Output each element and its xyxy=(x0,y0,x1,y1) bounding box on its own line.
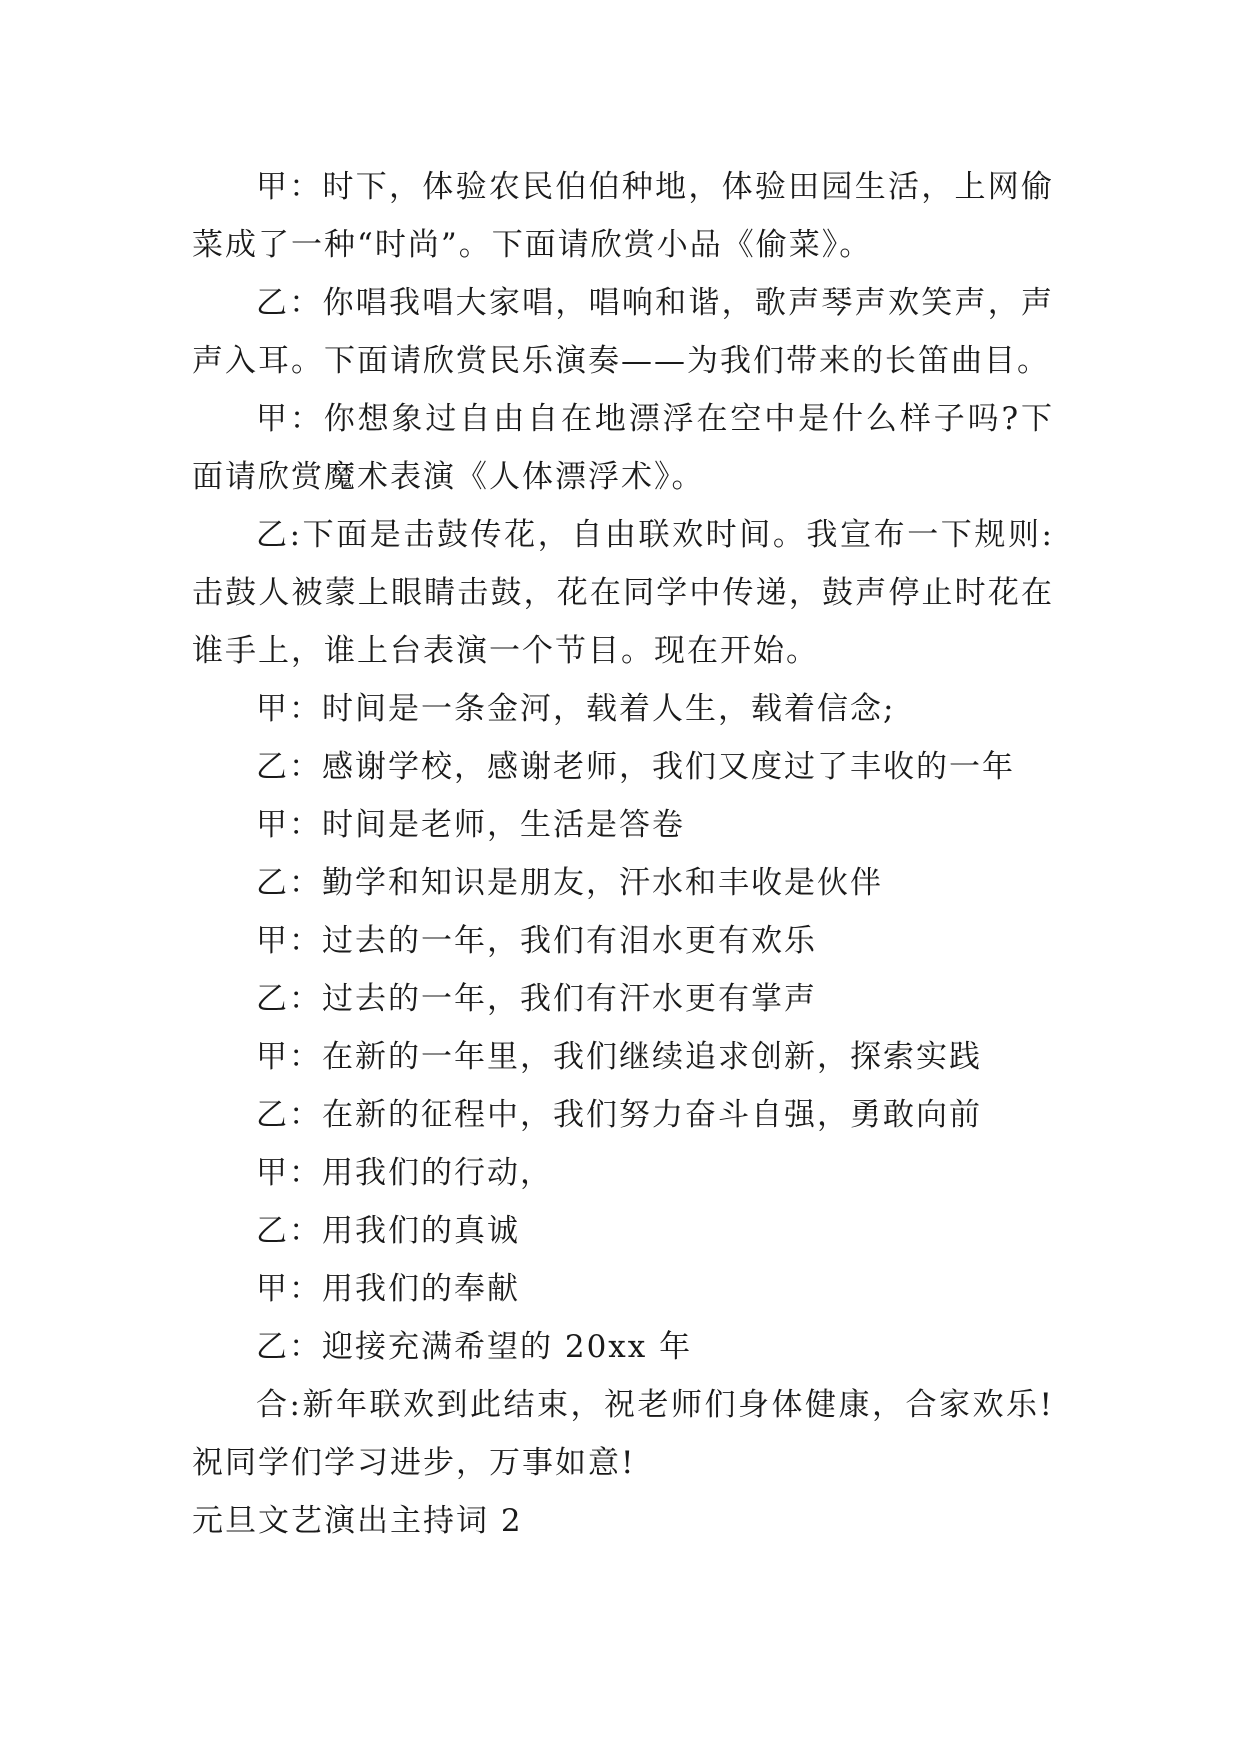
paragraph: 甲：时下，体验农民伯伯种地，体验田园生活，上网偷菜成了一种“时尚”。下面请欣赏小品《偷菜》。 xyxy=(192,169,1054,263)
paragraph: 乙：你唱我唱大家唱，唱响和谐，歌声琴声欢笑声，声声入耳。下面请欣赏民乐演奏——为我们带来的长笛曲目。 xyxy=(192,285,1054,379)
paragraph: 甲：用我们的奉献 xyxy=(256,1271,520,1307)
section-heading: 元旦文艺演出主持词 2 xyxy=(192,1503,523,1539)
paragraph: 甲：用我们的行动， xyxy=(256,1155,553,1191)
paragraph: 甲：时间是一条金河，载着人生，载着信念; xyxy=(256,691,896,727)
document-body xyxy=(192,158,1054,1550)
paragraph: 乙：感谢学校，感谢老师，我们又度过了丰收的一年 xyxy=(256,749,1015,785)
paragraph: 甲：在新的一年里，我们继续追求创新，探索实践 xyxy=(256,1039,982,1075)
paragraph: 甲：你想象过自由自在地漂浮在空中是什么样子吗?下面请欣赏魔术表演《人体漂浮术》。 xyxy=(192,401,1054,495)
paragraph: 乙：用我们的真诚 xyxy=(256,1213,520,1249)
paragraph: 乙：在新的征程中，我们努力奋斗自强，勇敢向前 xyxy=(256,1097,982,1133)
paragraph: 乙：过去的一年，我们有汗水更有掌声 xyxy=(256,981,817,1017)
paragraph: 乙：迎接充满希望的 20xx 年 xyxy=(256,1329,693,1365)
paragraph: 乙:下面是击鼓传花，自由联欢时间。我宣布一下规则:击鼓人被蒙上眼睛击鼓，花在同学中传递，鼓声停止时花在谁手上，谁上台表演一个节目。现在开始。 xyxy=(192,517,1054,669)
paragraph: 合:新年联欢到此结束，祝老师们身体健康，合家欢乐!祝同学们学习进步，万事如意! xyxy=(192,1387,1054,1481)
paragraph: 甲：时间是老师，生活是答卷 xyxy=(256,807,685,843)
paragraph: 甲：过去的一年，我们有泪水更有欢乐 xyxy=(256,923,817,959)
paragraph: 乙：勤学和知识是朋友，汗水和丰收是伙伴 xyxy=(256,865,883,901)
